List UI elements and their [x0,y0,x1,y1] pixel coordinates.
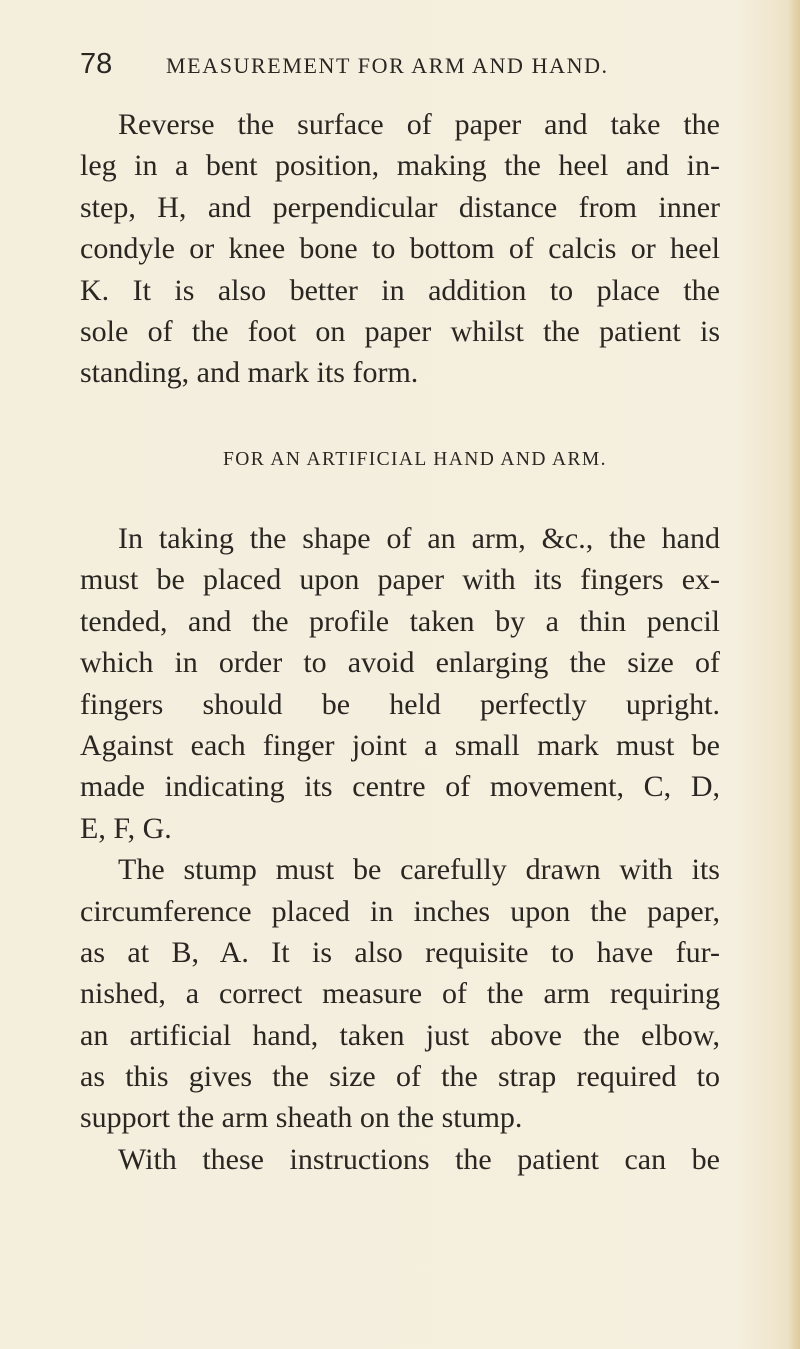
text-line: standing, and mark its form. [80,356,419,390]
text-line: The stump must be carefully drawn with its [118,853,720,887]
text-line: K. It is also better in addition to place the [80,273,720,307]
text-line: Reverse the surface of paper and take the [118,108,720,141]
text-line: step, H, and perpendicular distance from inner [80,190,720,224]
text-line: as this gives the size of the strap required to [80,1060,720,1094]
text-line: With these instructions the patient can be [118,1142,720,1176]
running-head [80,44,660,84]
paragraph-leg-measurement [80,104,720,394]
text-line: sole of the foot on paper whilst the patient is [80,314,720,348]
text-line: which in order to avoid enlarging the size of [80,646,720,680]
text-line: Against each finger joint a small mark must be [80,728,720,762]
text-line: circumference placed in inches upon the paper, [80,894,720,928]
text-line: In taking the shape of an arm, &c., the hand [118,522,720,555]
text-line: condyle or knee bone to bottom of calcis or heel [80,232,720,266]
text-line: leg in a bent position, making the heel and in- [80,149,720,183]
page-number: 78 [80,48,113,80]
text-line: must be placed upon paper with its fingers ex- [80,563,720,597]
text-line: an artificial hand, taken just above the elbow, [80,1018,720,1052]
paragraph-instructions [80,1139,720,1180]
text-line: nished, a correct measure of the arm requiring [80,977,720,1011]
paragraph-hand-shape [80,518,720,849]
running-title: MEASUREMENT FOR ARM AND HAND. [166,53,609,78]
text-line: E, F, G. [80,811,172,845]
paragraph-stump [80,849,720,1139]
text-line: as at B, A. It is also requisite to have fur- [80,935,720,969]
section-heading: FOR AN ARTIFICIAL HAND AND ARM. [223,449,607,470]
page-edge-shading [788,0,800,1349]
text-line: tended, and the profile taken by a thin pencil [80,604,720,638]
body-text-hand-and-arm [80,518,720,1180]
text-line: made indicating its centre of movement, C, D, [80,770,720,804]
text-line: support the arm sheath on the stump. [80,1101,523,1135]
text-line: fingers should be held perfectly upright. [80,687,720,721]
